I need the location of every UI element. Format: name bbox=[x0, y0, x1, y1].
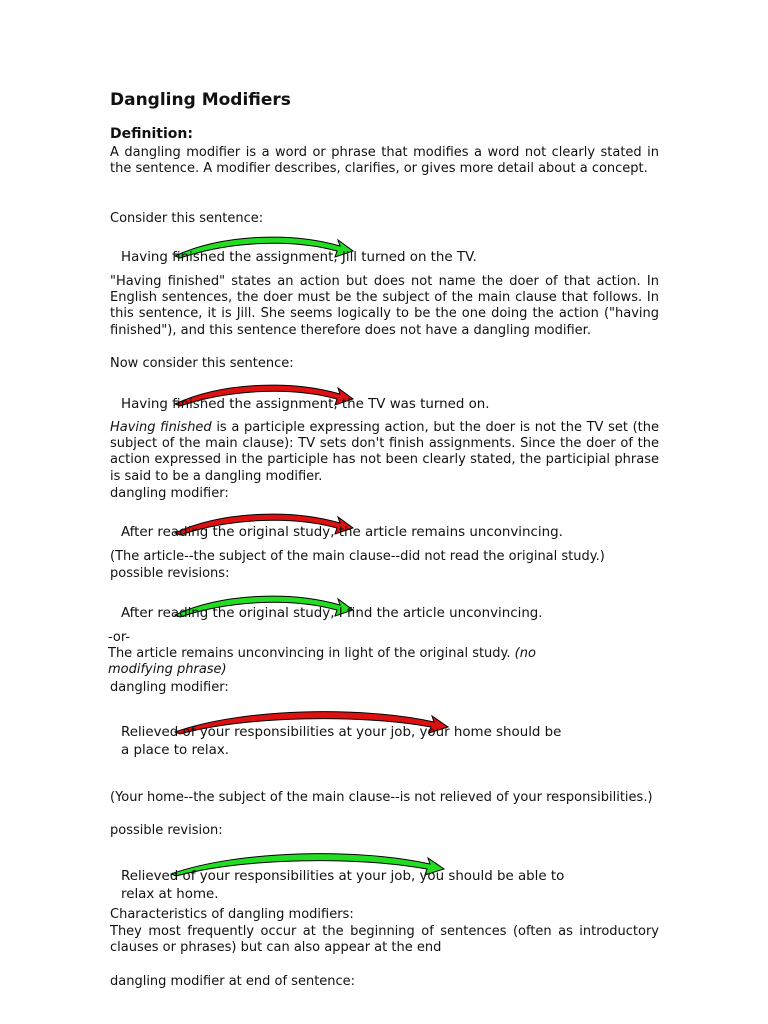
consider-label-1: Consider this sentence: bbox=[110, 211, 264, 226]
page-title: Dangling Modifiers bbox=[110, 90, 291, 110]
example-5-line-2: a place to relax. bbox=[121, 743, 230, 758]
example-sentence-3: After reading the original study, the article remains unconvincing. bbox=[121, 525, 563, 540]
example-6-line-1: Relieved of your responsibilities at your job, you should be able to bbox=[121, 869, 565, 884]
example-sentence-5 bbox=[121, 724, 561, 760]
definition-heading: Definition: bbox=[110, 126, 193, 142]
revisions-label: possible revisions: bbox=[110, 566, 230, 581]
explanation-1: "Having finished" states an action but does not name the doer of that action. In English sentences, the doer must be the subject of the main clause that follows. In this sentence, it is Jill. She seems logically to be the one doing the action ("having finished"), and this sentence therefore does not have a dangling modifier. bbox=[110, 274, 659, 338]
characteristics-text: They most frequently occur at the beginning of sentences (often as introductory clauses or phrases) but can also appear at the end bbox=[110, 924, 659, 956]
dangling-label-1: dangling modifier: bbox=[110, 486, 229, 501]
characteristics-heading: Characteristics of dangling modifiers: bbox=[110, 907, 354, 922]
revision-alternative bbox=[108, 646, 594, 678]
definition-text: A dangling modifier is a word or phrase that modifies a word not clearly stated in the sentence. A modifier describes, clarifies, or gives more detail about a concept. bbox=[110, 145, 659, 177]
end-sentence-label: dangling modifier at end of sentence: bbox=[110, 974, 356, 989]
example-sentence-6 bbox=[121, 868, 564, 904]
dangling-label-2: dangling modifier: bbox=[110, 680, 229, 695]
example-5-line-1: Relieved of your responsibilities at your job, your home should be bbox=[121, 725, 562, 740]
revision-label: possible revision: bbox=[110, 823, 223, 838]
revision-alt-text: The article remains unconvincing in light of the original study. bbox=[108, 646, 515, 661]
example-sentence-4: After reading the original study, I find the article unconvincing. bbox=[121, 606, 543, 621]
explanation-2-italic: Having finished bbox=[110, 420, 212, 435]
example-sentence-1: Having finished the assignment, Jill turned on the TV. bbox=[121, 250, 477, 265]
note-5: (Your home--the subject of the main clause--is not relieved of your responsibilities.) bbox=[110, 790, 653, 805]
or-label: -or- bbox=[108, 630, 131, 645]
example-6-line-2: relax at home. bbox=[121, 887, 219, 902]
revision-alt-italic: (no modifying phrase) bbox=[108, 646, 536, 678]
note-3: (The article--the subject of the main clause--did not read the original study.) bbox=[110, 549, 605, 564]
example-sentence-2: Having finished the assignment, the TV was turned on. bbox=[121, 397, 490, 412]
consider-label-2: Now consider this sentence: bbox=[110, 356, 294, 371]
explanation-2-rest: is a participle expressing action, but the doer is not the TV set (the subject of the main clause): TV sets don't finish assignments. Since the doer of the action expressed in the participle has not been clearly stated, the participial phrase is said to be a dangling modifier. bbox=[110, 420, 659, 484]
explanation-2 bbox=[110, 420, 659, 485]
